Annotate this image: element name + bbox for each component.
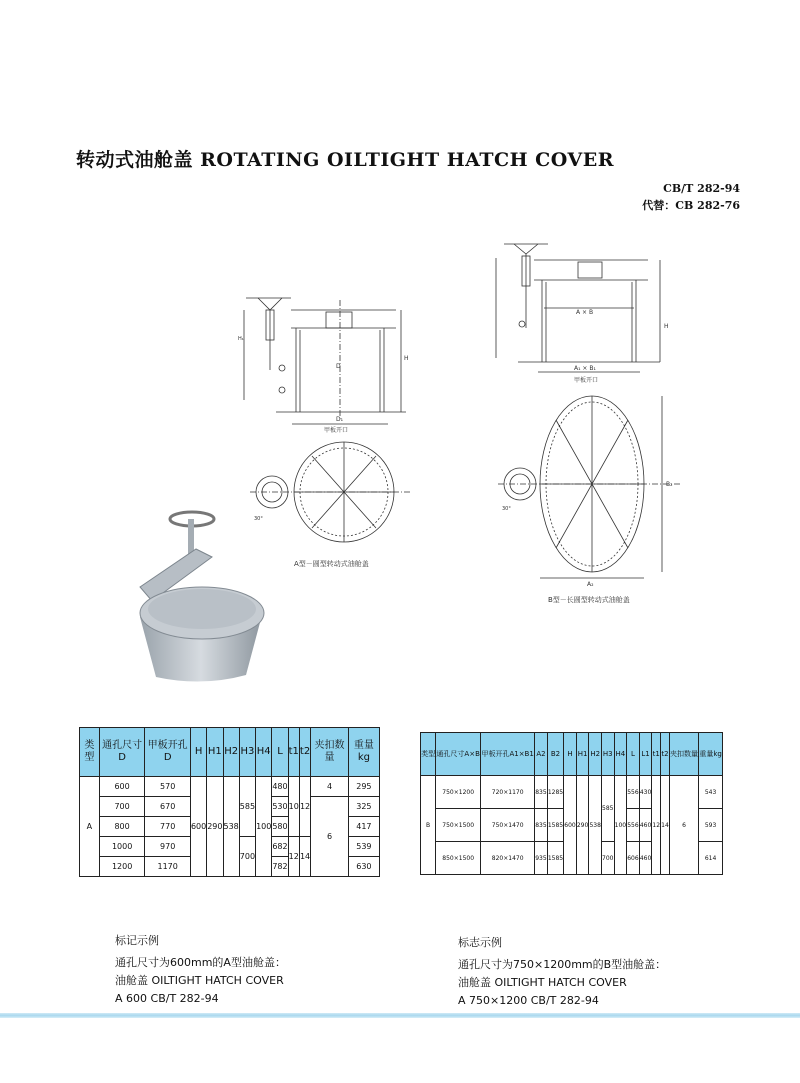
- table-cell: 593: [699, 809, 723, 842]
- table-b-header: H2: [589, 733, 602, 776]
- table-cell: 100: [614, 776, 627, 875]
- table-a-header: H3: [239, 728, 255, 777]
- table-cell: 295: [348, 777, 379, 797]
- label-deck-opening-a: 甲板开口: [324, 427, 349, 434]
- table-cell: 700: [239, 837, 255, 877]
- table-cell: 750×1500: [436, 809, 481, 842]
- table-cell: 539: [348, 837, 379, 857]
- table-cell: 600: [564, 776, 577, 875]
- table-b-header: H: [564, 733, 577, 776]
- spec-table-b: [420, 732, 723, 875]
- table-cell: 290: [576, 776, 589, 875]
- label-d: D: [336, 363, 341, 370]
- table-cell: 12: [299, 777, 310, 837]
- table-a-header: t2: [299, 728, 310, 777]
- table-b-header: B2: [547, 733, 563, 776]
- table-b-header: 类型: [421, 733, 436, 776]
- type-a-caption: A型－圆型转动式油舱盖: [294, 560, 369, 568]
- table-b-header: H3: [601, 733, 614, 776]
- table-b-header: L: [627, 733, 640, 776]
- standard-code: CB/T 282-94: [663, 182, 740, 195]
- table-cell: 970: [145, 837, 191, 857]
- label-a2: A₂: [587, 581, 594, 588]
- table-cell: 556: [627, 776, 640, 809]
- table-a-header: H: [190, 728, 206, 777]
- table-cell: 530: [272, 797, 288, 817]
- table-cell: 606: [627, 842, 640, 875]
- label-h-b: H: [664, 323, 669, 330]
- table-b-header: A2: [535, 733, 548, 776]
- table-a-header: H1: [207, 728, 223, 777]
- table-cell: 800: [99, 817, 145, 837]
- note-line: A 750×1200 CB/T 282-94: [458, 994, 599, 1007]
- note-heading-right: 标志示例: [458, 936, 502, 949]
- table-cell: 4: [311, 777, 349, 797]
- table-cell: 570: [145, 777, 191, 797]
- label-30deg-a: 30°: [254, 516, 263, 522]
- table-cell: 750×1470: [481, 809, 535, 842]
- note-line: 通孔尺寸为750×1200mm的B型油舱盖：: [458, 958, 667, 971]
- table-cell: 12: [652, 776, 661, 875]
- table-cell: 820×1470: [481, 842, 535, 875]
- table-cell: 682: [272, 837, 288, 857]
- table-cell: 290: [207, 777, 223, 877]
- table-b-header-row: [421, 733, 723, 776]
- table-a-header: L: [272, 728, 288, 777]
- table-cell: 543: [699, 776, 723, 809]
- table-b-header: 夹扣数量: [669, 733, 698, 776]
- table-cell: 585: [601, 776, 614, 842]
- table-cell: 100: [256, 777, 272, 877]
- label-30deg-b: 30°: [502, 506, 511, 512]
- label-h1-a: H₁: [238, 336, 244, 342]
- table-a-header-row: [80, 728, 380, 777]
- table-a-header: H4: [256, 728, 272, 777]
- table-cell: 10: [288, 777, 299, 837]
- table-a-header: 类型: [80, 728, 100, 777]
- table-cell: 538: [223, 777, 239, 877]
- table-a-header: 甲板开孔D: [145, 728, 191, 777]
- table-cell: 1585: [547, 809, 563, 842]
- table-cell: 720×1170: [481, 776, 535, 809]
- table-cell: 12: [288, 837, 299, 877]
- table-cell: 850×1500: [436, 842, 481, 875]
- table-cell: 700: [99, 797, 145, 817]
- table-cell: 1000: [99, 837, 145, 857]
- table-cell: 14: [661, 776, 670, 875]
- page-title: 转动式油舱盖 ROTATING OILTIGHT HATCH COVER: [76, 149, 615, 171]
- note-heading-left: 标记示例: [115, 934, 159, 947]
- label-deck-opening-b: 甲板开口: [574, 377, 599, 384]
- table-a-header: 通孔尺寸D: [99, 728, 145, 777]
- table-row: [80, 777, 380, 797]
- standard-replaces: 代替：CB 282-76: [642, 199, 740, 212]
- type-b-drawing-icon: [488, 238, 678, 388]
- table-cell: 770: [145, 817, 191, 837]
- table-cell: 480: [272, 777, 288, 797]
- table-cell: 460: [639, 809, 652, 842]
- table-cell: 580: [272, 817, 288, 837]
- table-cell: 835: [535, 776, 548, 809]
- table-a-type: A: [80, 777, 100, 877]
- label-d1: D₁: [336, 416, 344, 423]
- table-cell: 835: [535, 809, 548, 842]
- type-b-caption: B型－长圆型转动式油舱盖: [548, 596, 630, 604]
- table-a-header: t1: [288, 728, 299, 777]
- table-b-header: H1: [576, 733, 589, 776]
- table-cell: 700: [601, 842, 614, 875]
- note-line: 油舱盖 OILTIGHT HATCH COVER: [115, 974, 284, 987]
- table-b-header: 通孔尺寸A×B: [436, 733, 481, 776]
- table-a-header: H2: [223, 728, 239, 777]
- table-cell: 782: [272, 857, 288, 877]
- label-b2: B₂: [666, 481, 673, 488]
- table-b-header: t2: [661, 733, 670, 776]
- table-cell: 600: [190, 777, 206, 877]
- table-cell: 6: [311, 797, 349, 877]
- table-cell: 538: [589, 776, 602, 875]
- note-line: 油舱盖 OILTIGHT HATCH COVER: [458, 976, 627, 989]
- hatch-cover-photo-icon: [126, 505, 276, 685]
- table-cell: 630: [348, 857, 379, 877]
- note-line: 通孔尺寸为600mm的A型油舱盖：: [115, 956, 286, 969]
- note-line: A 600 CB/T 282-94: [115, 992, 219, 1005]
- table-cell: 585: [239, 777, 255, 837]
- table-b-header: t1: [652, 733, 661, 776]
- label-axb: A × B: [576, 309, 594, 316]
- table-a-header: 重量kg: [348, 728, 379, 777]
- table-cell: 750×1200: [436, 776, 481, 809]
- table-cell: 935: [535, 842, 548, 875]
- table-cell: 1200: [99, 857, 145, 877]
- spec-table-a: [79, 727, 380, 877]
- table-cell: 600: [99, 777, 145, 797]
- label-a1xb1: A₁ × B₁: [574, 365, 596, 372]
- marking-example-left: [115, 932, 286, 1008]
- table-cell: 1285: [547, 776, 563, 809]
- table-row: [421, 776, 723, 809]
- table-cell: 1585: [547, 842, 563, 875]
- table-cell: 1170: [145, 857, 191, 877]
- standard-block: [642, 180, 740, 214]
- marking-example-right: [458, 934, 666, 1010]
- table-b-header: L1: [639, 733, 652, 776]
- table-cell: 614: [699, 842, 723, 875]
- table-cell: 430: [639, 776, 652, 809]
- table-b-header: H4: [614, 733, 627, 776]
- table-cell: 14: [299, 837, 310, 877]
- footer-divider: [0, 1013, 800, 1018]
- table-cell: 460: [639, 842, 652, 875]
- table-cell: 6: [669, 776, 698, 875]
- type-b-top-view-icon: [492, 390, 692, 610]
- label-h-a: H: [404, 355, 409, 362]
- type-a-drawing-icon: [236, 290, 416, 440]
- table-b-type: B: [421, 776, 436, 875]
- table-cell: 325: [348, 797, 379, 817]
- table-b-header: 甲板开孔A1×B1: [481, 733, 535, 776]
- table-cell: 417: [348, 817, 379, 837]
- table-b-header: 重量kg: [699, 733, 723, 776]
- table-cell: 670: [145, 797, 191, 817]
- table-cell: 556: [627, 809, 640, 842]
- table-a-header: 夹扣数量: [311, 728, 349, 777]
